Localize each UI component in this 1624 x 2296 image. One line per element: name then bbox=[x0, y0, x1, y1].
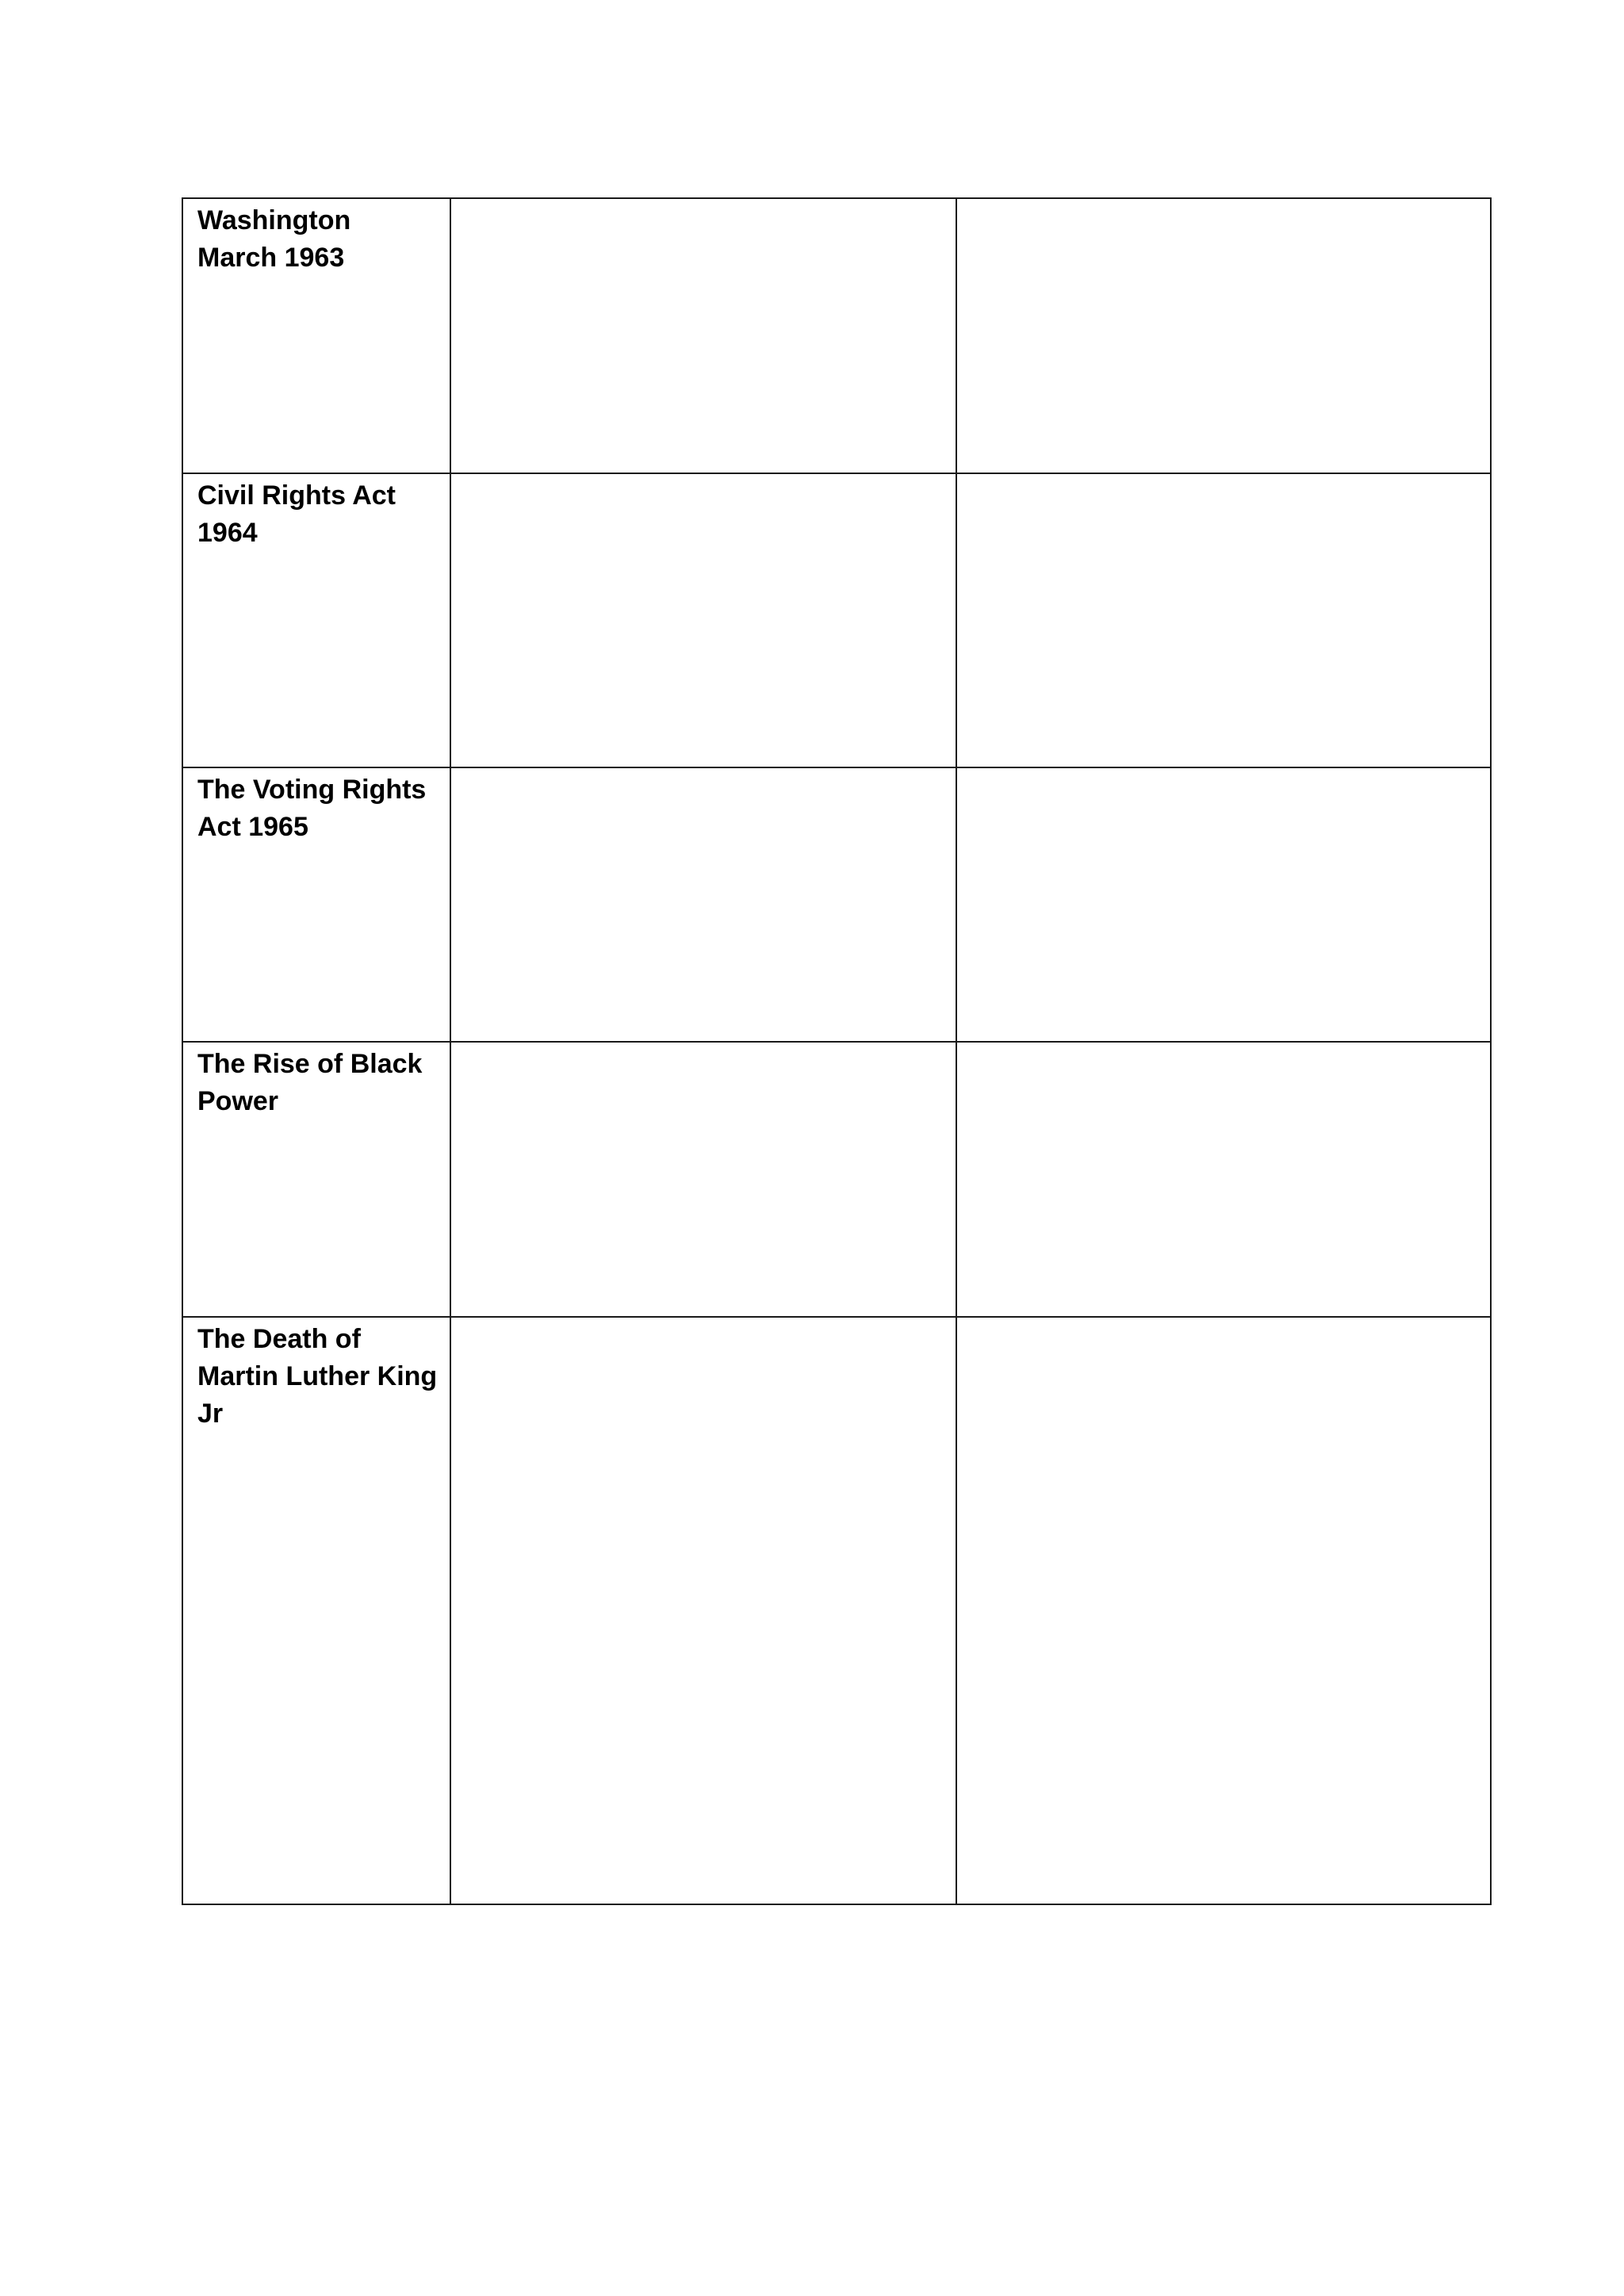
row-label: Washington March 1963 bbox=[197, 205, 351, 273]
table-row bbox=[182, 767, 1491, 1042]
table-row bbox=[182, 1317, 1491, 1904]
blank-cell bbox=[956, 198, 1491, 473]
row-label-cell bbox=[182, 473, 450, 767]
blank-cell bbox=[450, 1042, 956, 1317]
table-row bbox=[182, 1042, 1491, 1317]
blank-cell bbox=[956, 473, 1491, 767]
blank-cell bbox=[450, 473, 956, 767]
blank-cell bbox=[956, 767, 1491, 1042]
blank-cell bbox=[956, 1317, 1491, 1904]
row-label-cell bbox=[182, 1317, 450, 1904]
table-row bbox=[182, 198, 1491, 473]
civil-rights-table bbox=[182, 197, 1492, 1905]
row-label-cell bbox=[182, 1042, 450, 1317]
row-label: Civil Rights Act 1964 bbox=[197, 480, 396, 548]
table-row bbox=[182, 473, 1491, 767]
blank-cell bbox=[956, 1042, 1491, 1317]
blank-cell bbox=[450, 767, 956, 1042]
row-label: The Death of Martin Luther King Jr bbox=[197, 1324, 438, 1429]
blank-cell bbox=[450, 198, 956, 473]
row-label-cell bbox=[182, 198, 450, 473]
row-label: The Voting Rights Act 1965 bbox=[197, 775, 427, 842]
row-label: The Rise of Black Power bbox=[197, 1049, 423, 1116]
blank-cell bbox=[450, 1317, 956, 1904]
row-label-cell bbox=[182, 767, 450, 1042]
